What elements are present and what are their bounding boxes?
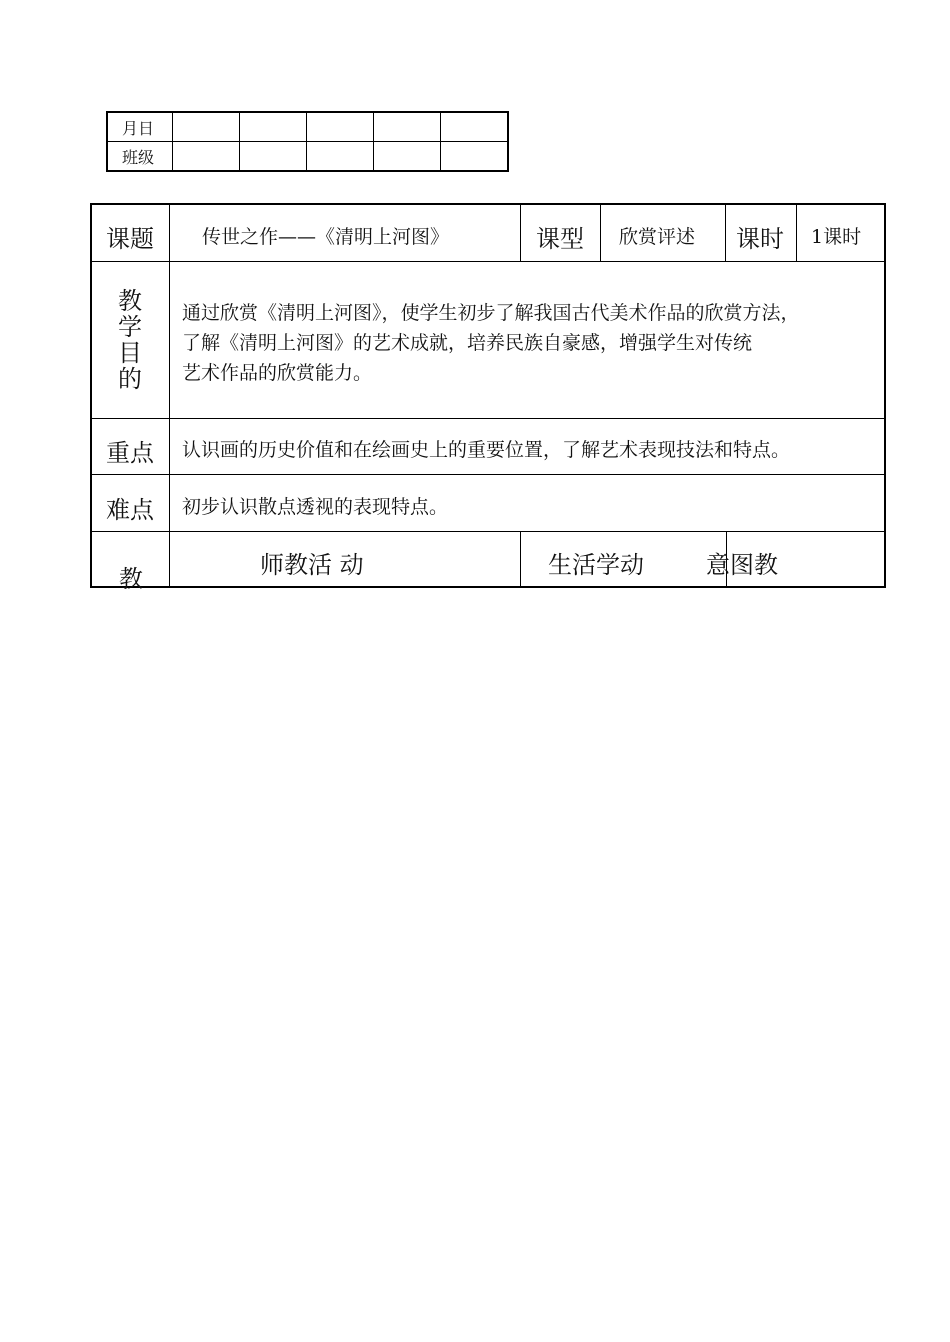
topic-row: [92, 205, 884, 262]
schedule-cell: [172, 142, 239, 172]
objectives-text: [182, 298, 800, 388]
objectives-label: 教 学 目 的: [118, 287, 142, 393]
lesson-plan-table: [90, 203, 886, 593]
schedule-cell: [306, 142, 373, 172]
teacher-activity-header: 师教活 动: [260, 551, 364, 579]
process-row: [92, 532, 884, 593]
schedule-cell: [239, 142, 306, 172]
schedule-cell: [239, 112, 306, 142]
difficulty-row: [92, 475, 884, 532]
difficulty-text: 初步认识散点透视的表现特点。: [182, 496, 449, 518]
schedule-cell: [440, 142, 508, 172]
schedule-cell: [306, 112, 373, 142]
objectives-line: 艺术作品的欣赏能力。: [182, 362, 373, 384]
key-text: 认识画的历史价值和在绘画史上的重要位置，了解艺术表现技法和特点。: [182, 439, 791, 461]
schedule-cell: [373, 112, 440, 142]
key-label: 重点: [106, 439, 154, 467]
objectives-row: [92, 262, 884, 419]
schedule-row-date: [107, 112, 508, 142]
schedule-cell: [440, 112, 508, 142]
schedule-cell: [172, 112, 239, 142]
key-points-row: [92, 419, 884, 475]
schedule-label-class: 班级: [107, 142, 172, 172]
difficulty-label: 难点: [106, 496, 154, 524]
process-label: 教: [119, 565, 143, 593]
student-activity-header: 生活学动: [548, 551, 644, 579]
schedule-table: [106, 111, 509, 172]
objectives-line: 通过欣赏《清明上河图》，使学生初步了解我国古代美术作品的欣赏方法，: [182, 302, 800, 324]
intent-header: 意图教: [706, 551, 778, 579]
topic-value: 传世之作——《清明上河图》: [202, 226, 450, 248]
schedule-row-class: [107, 142, 508, 172]
objectives-line: 了解《清明上河图》的艺术成就，培养民族自豪感，增强学生对传统: [182, 332, 753, 354]
schedule-label-date: 月日: [107, 112, 172, 142]
schedule-cell: [373, 142, 440, 172]
hours-label: 课时: [736, 225, 784, 253]
type-value: 欣赏评述: [619, 226, 696, 248]
hours-value: 1课时: [811, 226, 862, 248]
type-label: 课型: [536, 225, 584, 253]
topic-label: 课题: [106, 225, 154, 253]
